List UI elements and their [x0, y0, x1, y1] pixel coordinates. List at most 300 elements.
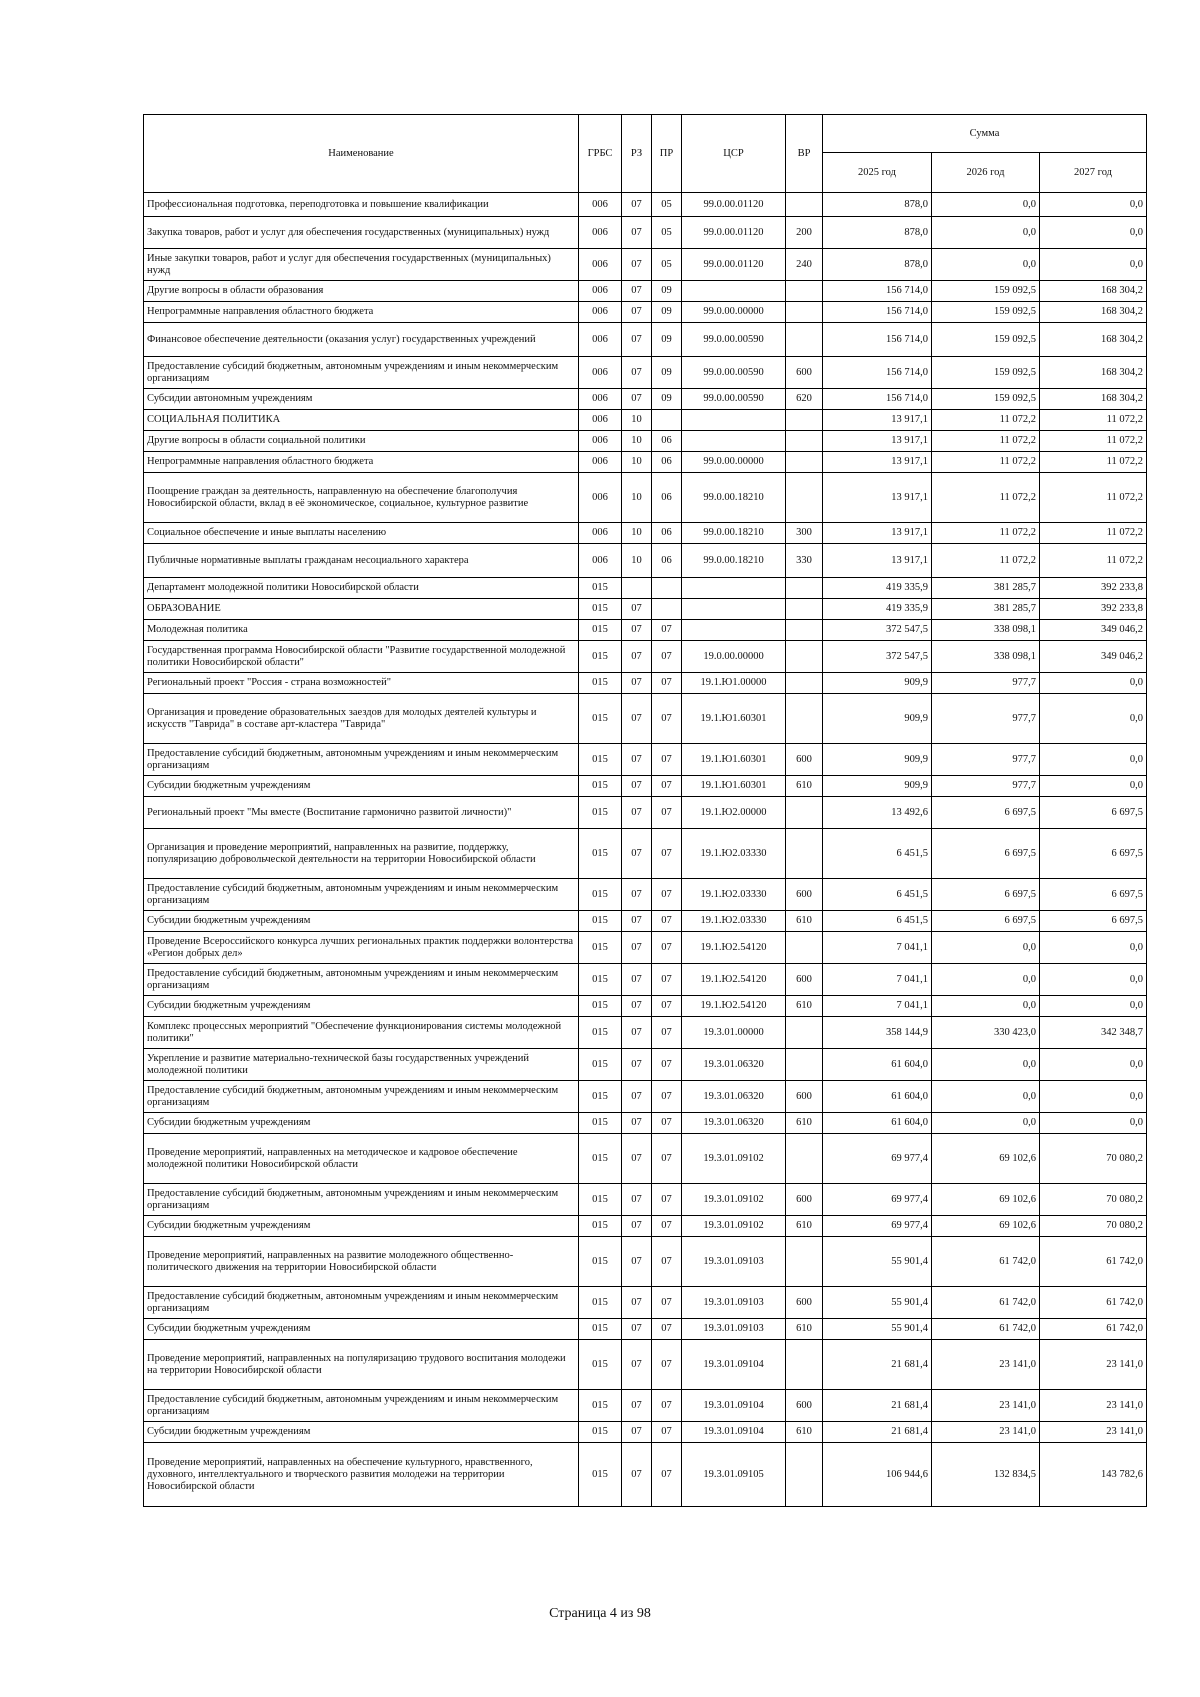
cell-rz: 07: [622, 302, 652, 323]
cell-pr: 06: [652, 523, 682, 544]
cell-sum-2025: 6 451,5: [823, 879, 932, 911]
table-row: [144, 996, 1147, 1017]
cell-vr: 610: [786, 911, 823, 932]
table-row: [144, 1287, 1147, 1319]
cell-grbs: 015: [579, 1017, 622, 1049]
cell-pr: 07: [652, 620, 682, 641]
cell-name: Непрограммные направления областного бюджета: [144, 452, 579, 473]
table-row: [144, 673, 1147, 694]
cell-sum-2027: 0,0: [1040, 249, 1147, 281]
table-row: [144, 281, 1147, 302]
cell-sum-2026: 6 697,5: [932, 829, 1040, 879]
cell-vr: 600: [786, 1390, 823, 1422]
cell-sum-2025: 156 714,0: [823, 281, 932, 302]
cell-sum-2027: 168 304,2: [1040, 389, 1147, 410]
cell-sum-2025: 69 977,4: [823, 1184, 932, 1216]
cell-sum-2026: 11 072,2: [932, 452, 1040, 473]
cell-vr: [786, 620, 823, 641]
cell-grbs: 015: [579, 1237, 622, 1287]
table-row: [144, 523, 1147, 544]
cell-pr: 07: [652, 1390, 682, 1422]
cell-rz: 07: [622, 1319, 652, 1340]
cell-name: Поощрение граждан за деятельность, направленную на обеспечение благополучия Новосибирской области, вклад в её экономическое, социальное, культурное развитие: [144, 473, 579, 523]
cell-rz: 07: [622, 1287, 652, 1319]
header-csr: ЦСР: [682, 115, 786, 193]
cell-sum-2025: 878,0: [823, 249, 932, 281]
table-row: [144, 911, 1147, 932]
table-row: [144, 620, 1147, 641]
cell-pr: 07: [652, 1287, 682, 1319]
cell-name: Молодежная политика: [144, 620, 579, 641]
cell-sum-2026: 6 697,5: [932, 879, 1040, 911]
cell-vr: [786, 473, 823, 523]
cell-pr: 06: [652, 431, 682, 452]
cell-sum-2026: 69 102,6: [932, 1216, 1040, 1237]
cell-vr: 610: [786, 1319, 823, 1340]
cell-rz: 07: [622, 357, 652, 389]
table-row: [144, 1049, 1147, 1081]
cell-sum-2027: 0,0: [1040, 673, 1147, 694]
cell-csr: 19.1.Ю1.60301: [682, 744, 786, 776]
cell-sum-2025: 13 917,1: [823, 473, 932, 523]
cell-sum-2025: 358 144,9: [823, 1017, 932, 1049]
cell-csr: 19.1.Ю2.54120: [682, 932, 786, 964]
cell-pr: 09: [652, 357, 682, 389]
table-row: [144, 410, 1147, 431]
cell-grbs: 015: [579, 1340, 622, 1390]
cell-name: Профессиональная подготовка, переподготовка и повышение квалификации: [144, 193, 579, 217]
cell-csr: 99.0.00.00000: [682, 452, 786, 473]
cell-csr: 19.3.01.06320: [682, 1049, 786, 1081]
cell-rz: 07: [622, 1049, 652, 1081]
cell-sum-2027: 23 141,0: [1040, 1390, 1147, 1422]
cell-sum-2026: 338 098,1: [932, 641, 1040, 673]
cell-sum-2025: 156 714,0: [823, 357, 932, 389]
cell-sum-2026: 11 072,2: [932, 431, 1040, 452]
cell-rz: 07: [622, 829, 652, 879]
cell-vr: 610: [786, 1422, 823, 1443]
cell-grbs: 006: [579, 544, 622, 578]
cell-rz: 07: [622, 1017, 652, 1049]
cell-vr: [786, 932, 823, 964]
cell-sum-2025: 61 604,0: [823, 1049, 932, 1081]
cell-sum-2025: 6 451,5: [823, 911, 932, 932]
cell-sum-2025: 372 547,5: [823, 620, 932, 641]
cell-grbs: 015: [579, 620, 622, 641]
table-row: [144, 797, 1147, 829]
cell-name: Проведение мероприятий, направленных на популяризацию трудового воспитания молодежи на территории Новосибирской области: [144, 1340, 579, 1390]
cell-rz: 07: [622, 249, 652, 281]
cell-csr: 19.3.01.09103: [682, 1237, 786, 1287]
cell-sum-2026: 61 742,0: [932, 1237, 1040, 1287]
cell-name: Департамент молодежной политики Новосибирской области: [144, 578, 579, 599]
cell-name: Закупка товаров, работ и услуг для обеспечения государственных (муниципальных) нужд: [144, 217, 579, 249]
cell-name: Региональный проект "Россия - страна возможностей": [144, 673, 579, 694]
cell-csr: [682, 599, 786, 620]
cell-name: Иные закупки товаров, работ и услуг для обеспечения государственных (муниципальных) нужд: [144, 249, 579, 281]
cell-csr: 19.3.01.00000: [682, 1017, 786, 1049]
cell-sum-2026: 0,0: [932, 932, 1040, 964]
cell-rz: 07: [622, 323, 652, 357]
cell-sum-2027: 11 072,2: [1040, 431, 1147, 452]
cell-sum-2026: 6 697,5: [932, 911, 1040, 932]
cell-csr: 99.0.00.00590: [682, 323, 786, 357]
cell-grbs: 006: [579, 249, 622, 281]
cell-csr: 19.1.Ю2.54120: [682, 996, 786, 1017]
cell-csr: 19.3.01.09103: [682, 1287, 786, 1319]
cell-grbs: 006: [579, 410, 622, 431]
cell-rz: 07: [622, 281, 652, 302]
cell-sum-2025: 156 714,0: [823, 323, 932, 357]
cell-sum-2025: 909,9: [823, 694, 932, 744]
cell-sum-2027: 342 348,7: [1040, 1017, 1147, 1049]
cell-pr: 09: [652, 323, 682, 357]
cell-rz: 07: [622, 964, 652, 996]
cell-sum-2026: 23 141,0: [932, 1422, 1040, 1443]
header-sum: Сумма: [823, 115, 1147, 153]
cell-sum-2025: 13 917,1: [823, 431, 932, 452]
table-row: [144, 744, 1147, 776]
cell-sum-2025: 69 977,4: [823, 1216, 932, 1237]
cell-name: Комплекс процессных мероприятий "Обеспечение функционирования системы молодежной политики": [144, 1017, 579, 1049]
table-row: [144, 1422, 1147, 1443]
cell-csr: 19.3.01.06320: [682, 1113, 786, 1134]
table-row: [144, 1390, 1147, 1422]
cell-grbs: 006: [579, 452, 622, 473]
cell-sum-2025: 909,9: [823, 776, 932, 797]
table-row: [144, 1134, 1147, 1184]
cell-name: Предоставление субсидий бюджетным, автономным учреждениям и иным некоммерческим организациям: [144, 1287, 579, 1319]
cell-sum-2025: 13 917,1: [823, 452, 932, 473]
cell-vr: 600: [786, 879, 823, 911]
cell-sum-2025: 419 335,9: [823, 599, 932, 620]
cell-name: Укрепление и развитие материально-технической базы государственных учреждений молодежной политики: [144, 1049, 579, 1081]
table-row: [144, 1216, 1147, 1237]
cell-grbs: 015: [579, 1113, 622, 1134]
cell-vr: 610: [786, 1216, 823, 1237]
cell-grbs: 006: [579, 217, 622, 249]
cell-sum-2026: 61 742,0: [932, 1319, 1040, 1340]
cell-sum-2026: 330 423,0: [932, 1017, 1040, 1049]
cell-sum-2027: 61 742,0: [1040, 1287, 1147, 1319]
cell-grbs: 015: [579, 911, 622, 932]
cell-vr: [786, 694, 823, 744]
cell-sum-2027: 70 080,2: [1040, 1216, 1147, 1237]
cell-vr: 300: [786, 523, 823, 544]
cell-vr: 600: [786, 1287, 823, 1319]
cell-sum-2027: 0,0: [1040, 1113, 1147, 1134]
cell-vr: 200: [786, 217, 823, 249]
cell-pr: 07: [652, 641, 682, 673]
cell-sum-2026: 6 697,5: [932, 797, 1040, 829]
cell-rz: 10: [622, 523, 652, 544]
cell-sum-2027: 392 233,8: [1040, 578, 1147, 599]
cell-vr: 330: [786, 544, 823, 578]
cell-sum-2025: 55 901,4: [823, 1287, 932, 1319]
cell-grbs: 006: [579, 193, 622, 217]
cell-sum-2027: 11 072,2: [1040, 544, 1147, 578]
table-row: [144, 323, 1147, 357]
cell-grbs: 006: [579, 281, 622, 302]
cell-csr: 19.1.Ю1.60301: [682, 694, 786, 744]
cell-sum-2027: 6 697,5: [1040, 911, 1147, 932]
cell-csr: 99.0.00.00590: [682, 389, 786, 410]
cell-rz: 07: [622, 1422, 652, 1443]
cell-name: Предоставление субсидий бюджетным, автономным учреждениям и иным некоммерческим организациям: [144, 357, 579, 389]
table-row: [144, 694, 1147, 744]
cell-csr: 99.0.00.01120: [682, 217, 786, 249]
cell-sum-2026: 159 092,5: [932, 389, 1040, 410]
cell-sum-2026: 381 285,7: [932, 578, 1040, 599]
cell-sum-2026: 977,7: [932, 694, 1040, 744]
table-row: [144, 1340, 1147, 1390]
cell-rz: 07: [622, 673, 652, 694]
cell-sum-2025: 55 901,4: [823, 1237, 932, 1287]
cell-csr: 19.1.Ю2.54120: [682, 964, 786, 996]
cell-grbs: 006: [579, 323, 622, 357]
cell-sum-2027: 0,0: [1040, 193, 1147, 217]
cell-sum-2025: 21 681,4: [823, 1340, 932, 1390]
cell-sum-2026: 23 141,0: [932, 1340, 1040, 1390]
cell-rz: 07: [622, 599, 652, 620]
header-year-2026: 2026 год: [932, 153, 1040, 193]
cell-csr: 19.1.Ю2.00000: [682, 797, 786, 829]
cell-pr: 07: [652, 829, 682, 879]
cell-pr: 07: [652, 797, 682, 829]
cell-sum-2026: 132 834,5: [932, 1443, 1040, 1507]
cell-csr: 19.1.Ю1.60301: [682, 776, 786, 797]
cell-pr: 07: [652, 744, 682, 776]
cell-pr: 06: [652, 473, 682, 523]
cell-vr: [786, 1340, 823, 1390]
cell-csr: 19.1.Ю2.03330: [682, 879, 786, 911]
cell-pr: 07: [652, 964, 682, 996]
cell-pr: 07: [652, 1081, 682, 1113]
table-row: [144, 1017, 1147, 1049]
cell-vr: 610: [786, 996, 823, 1017]
cell-name: Предоставление субсидий бюджетным, автономным учреждениям и иным некоммерческим организациям: [144, 1390, 579, 1422]
cell-sum-2025: 7 041,1: [823, 964, 932, 996]
cell-sum-2027: 70 080,2: [1040, 1134, 1147, 1184]
cell-sum-2026: 159 092,5: [932, 357, 1040, 389]
cell-sum-2027: 0,0: [1040, 1049, 1147, 1081]
cell-sum-2027: 11 072,2: [1040, 523, 1147, 544]
header-pr: ПР: [652, 115, 682, 193]
table-row: [144, 389, 1147, 410]
cell-csr: [682, 410, 786, 431]
cell-grbs: 015: [579, 1134, 622, 1184]
cell-name: СОЦИАЛЬНАЯ ПОЛИТИКА: [144, 410, 579, 431]
cell-name: Субсидии бюджетным учреждениям: [144, 1422, 579, 1443]
cell-sum-2025: 909,9: [823, 744, 932, 776]
cell-pr: [652, 578, 682, 599]
cell-sum-2025: 61 604,0: [823, 1081, 932, 1113]
cell-rz: 07: [622, 694, 652, 744]
cell-vr: [786, 193, 823, 217]
table-row: [144, 473, 1147, 523]
cell-pr: 07: [652, 1319, 682, 1340]
cell-csr: 19.1.Ю2.03330: [682, 829, 786, 879]
cell-rz: 07: [622, 911, 652, 932]
table-row: [144, 1081, 1147, 1113]
cell-name: Непрограммные направления областного бюджета: [144, 302, 579, 323]
cell-name: Проведение мероприятий, направленных на методическое и кадровое обеспечение молодежной политики Новосибирской области: [144, 1134, 579, 1184]
cell-grbs: 015: [579, 964, 622, 996]
cell-name: Субсидии бюджетным учреждениям: [144, 1216, 579, 1237]
cell-vr: [786, 673, 823, 694]
cell-sum-2026: 69 102,6: [932, 1184, 1040, 1216]
cell-vr: [786, 410, 823, 431]
cell-grbs: 015: [579, 797, 622, 829]
cell-grbs: 015: [579, 1049, 622, 1081]
cell-pr: [652, 410, 682, 431]
cell-sum-2027: 349 046,2: [1040, 641, 1147, 673]
cell-sum-2025: 156 714,0: [823, 302, 932, 323]
cell-csr: [682, 281, 786, 302]
cell-csr: 99.0.00.18210: [682, 523, 786, 544]
cell-sum-2025: 13 492,6: [823, 797, 932, 829]
cell-vr: [786, 431, 823, 452]
cell-name: Предоставление субсидий бюджетным, автономным учреждениям и иным некоммерческим организациям: [144, 1184, 579, 1216]
cell-name: Предоставление субсидий бюджетным, автономным учреждениям и иным некоммерческим организациям: [144, 744, 579, 776]
cell-name: Субсидии бюджетным учреждениям: [144, 1113, 579, 1134]
cell-vr: [786, 599, 823, 620]
cell-csr: 99.0.00.01120: [682, 193, 786, 217]
cell-grbs: 015: [579, 1081, 622, 1113]
table-row: [144, 1184, 1147, 1216]
header-year-2025: 2025 год: [823, 153, 932, 193]
cell-grbs: 015: [579, 776, 622, 797]
cell-grbs: 015: [579, 1216, 622, 1237]
cell-csr: 99.0.00.18210: [682, 544, 786, 578]
cell-name: Субсидии бюджетным учреждениям: [144, 996, 579, 1017]
table-row: [144, 544, 1147, 578]
cell-sum-2027: 0,0: [1040, 776, 1147, 797]
table-row: [144, 641, 1147, 673]
cell-vr: [786, 1049, 823, 1081]
cell-grbs: 015: [579, 578, 622, 599]
cell-vr: [786, 323, 823, 357]
cell-sum-2027: 168 304,2: [1040, 302, 1147, 323]
cell-rz: 07: [622, 389, 652, 410]
cell-pr: 06: [652, 452, 682, 473]
cell-grbs: 015: [579, 1443, 622, 1507]
cell-grbs: 015: [579, 744, 622, 776]
cell-sum-2027: 168 304,2: [1040, 281, 1147, 302]
cell-vr: 600: [786, 744, 823, 776]
cell-sum-2025: 21 681,4: [823, 1390, 932, 1422]
cell-pr: 07: [652, 1113, 682, 1134]
cell-name: Предоставление субсидий бюджетным, автономным учреждениям и иным некоммерческим организациям: [144, 964, 579, 996]
cell-rz: 07: [622, 1443, 652, 1507]
cell-pr: 07: [652, 1017, 682, 1049]
cell-pr: 07: [652, 879, 682, 911]
cell-sum-2025: 909,9: [823, 673, 932, 694]
cell-vr: [786, 1134, 823, 1184]
cell-vr: 240: [786, 249, 823, 281]
cell-csr: 19.3.01.09105: [682, 1443, 786, 1507]
cell-sum-2027: 168 304,2: [1040, 323, 1147, 357]
table-row: [144, 302, 1147, 323]
cell-sum-2027: 0,0: [1040, 964, 1147, 996]
table-body: [144, 193, 1147, 1507]
cell-pr: 07: [652, 1134, 682, 1184]
cell-pr: 07: [652, 996, 682, 1017]
cell-sum-2026: 159 092,5: [932, 281, 1040, 302]
cell-vr: 600: [786, 1081, 823, 1113]
cell-name: Проведение Всероссийского конкурса лучших региональных практик поддержки волонтерства «Регион добрых дел»: [144, 932, 579, 964]
cell-rz: 07: [622, 996, 652, 1017]
cell-sum-2025: 6 451,5: [823, 829, 932, 879]
cell-name: Проведение мероприятий, направленных на обеспечение культурного, нравственного, духовного, интеллектуального и творческого развития молодежи на территории Новосибирской области: [144, 1443, 579, 1507]
cell-grbs: 015: [579, 932, 622, 964]
cell-pr: 05: [652, 193, 682, 217]
cell-sum-2027: 143 782,6: [1040, 1443, 1147, 1507]
cell-rz: 07: [622, 1237, 652, 1287]
cell-rz: 07: [622, 1390, 652, 1422]
cell-sum-2027: 0,0: [1040, 694, 1147, 744]
cell-rz: 07: [622, 744, 652, 776]
cell-sum-2026: 338 098,1: [932, 620, 1040, 641]
cell-sum-2026: 11 072,2: [932, 473, 1040, 523]
table-row: [144, 452, 1147, 473]
cell-sum-2026: 11 072,2: [932, 523, 1040, 544]
cell-csr: 99.0.00.00000: [682, 302, 786, 323]
cell-name: Организация и проведение мероприятий, направленных на развитие, поддержку, популяризацию добровольческой деятельности на территории Новосибирской области: [144, 829, 579, 879]
cell-csr: 19.1.Ю1.00000: [682, 673, 786, 694]
cell-sum-2027: 0,0: [1040, 744, 1147, 776]
cell-vr: 610: [786, 1113, 823, 1134]
cell-pr: 07: [652, 911, 682, 932]
cell-name: Государственная программа Новосибирской области "Развитие государственной молодежной политики Новосибирской области": [144, 641, 579, 673]
cell-rz: 07: [622, 1134, 652, 1184]
cell-sum-2027: 70 080,2: [1040, 1184, 1147, 1216]
cell-grbs: 006: [579, 302, 622, 323]
page-number: Страница 4 из 98: [549, 1606, 651, 1621]
cell-rz: 07: [622, 620, 652, 641]
cell-csr: 19.3.01.09104: [682, 1340, 786, 1390]
cell-rz: 07: [622, 1216, 652, 1237]
cell-csr: 99.0.00.00590: [682, 357, 786, 389]
cell-vr: 600: [786, 964, 823, 996]
cell-sum-2026: 61 742,0: [932, 1287, 1040, 1319]
cell-sum-2025: 878,0: [823, 217, 932, 249]
cell-name: Субсидии бюджетным учреждениям: [144, 776, 579, 797]
cell-sum-2025: 13 917,1: [823, 410, 932, 431]
cell-name: Субсидии бюджетным учреждениям: [144, 911, 579, 932]
cell-sum-2026: 977,7: [932, 673, 1040, 694]
cell-csr: [682, 578, 786, 599]
cell-sum-2026: 0,0: [932, 1081, 1040, 1113]
cell-vr: [786, 1017, 823, 1049]
cell-rz: 10: [622, 473, 652, 523]
cell-sum-2026: 23 141,0: [932, 1390, 1040, 1422]
cell-pr: 07: [652, 673, 682, 694]
cell-rz: [622, 578, 652, 599]
cell-pr: 07: [652, 1340, 682, 1390]
cell-name: Финансовое обеспечение деятельности (оказания услуг) государственных учреждений: [144, 323, 579, 357]
cell-sum-2026: 0,0: [932, 996, 1040, 1017]
cell-name: Проведение мероприятий, направленных на развитие молодежного общественно-политического движения на территории Новосибирской области: [144, 1237, 579, 1287]
cell-vr: [786, 578, 823, 599]
cell-csr: [682, 620, 786, 641]
table-row: [144, 431, 1147, 452]
cell-grbs: 015: [579, 599, 622, 620]
cell-pr: 07: [652, 1422, 682, 1443]
cell-sum-2027: 11 072,2: [1040, 473, 1147, 523]
cell-sum-2025: 7 041,1: [823, 996, 932, 1017]
cell-pr: 07: [652, 1443, 682, 1507]
